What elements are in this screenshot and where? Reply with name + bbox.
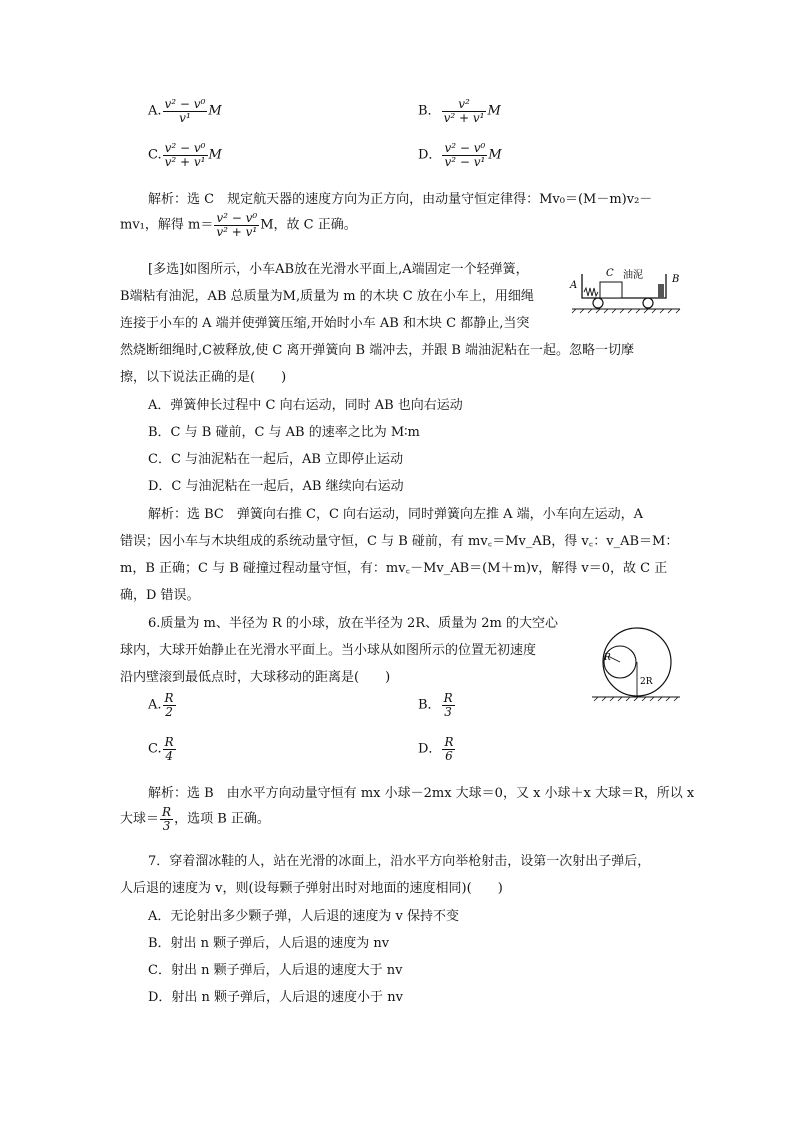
q7-option-a[interactable]: A．无论射出多少颗子弹，人后退的速度为 v 保持不变 [148,909,459,924]
q5-solution-line-2: 错误；因小车与木块组成的系统动量守恒，C 与 B 碰前，有 mv꜀＝Mv_AB，得 v꜀：v_AB＝M： [120,534,679,549]
q4-option-a-fraction: $\frac{\text{v² − v⁰}}{\text{v¹}}$ [164,97,206,125]
q6-figure-label-2r: 2R [640,677,653,687]
ground-hatching [572,309,680,313]
q4-option-b[interactable]: B． $\frac{\text{v²}}{\text{v² + v¹}}$ M [418,97,501,125]
q6-option-d[interactable]: D． $\frac{R}{6}$ [418,735,454,763]
q6-sphere-figure [590,626,682,704]
q6-option-a-fraction: $\frac{R}{2}$ [164,691,174,719]
q6-option-b-fraction: $\frac{R}{3}$ [443,691,453,719]
q4-solution-line-2: mv₁，解得 m＝ $\frac{\text{v² − v⁰}}{\text{v² + v¹}}$ M，故 C 正确。 [120,211,357,239]
q5-stem-line-5: 擦，以下说法正确的是( ) [120,370,287,385]
q4-option-d-fraction: $\frac{\text{v² − v⁰}}{\text{v² − v¹}}$ [444,141,486,169]
q5-stem-line-3: 连接于小车的 A 端并使弹簧压缩,开始时小车 AB 和木块 C 都静止,当突 [120,316,530,331]
q5-figure-label-mud: 油泥 [623,270,643,281]
q6-option-a[interactable]: A. $\frac{R}{2}$ [148,691,174,719]
q7-option-d[interactable]: D．射出 n 颗子弹后，人后退的速度小于 nv [148,990,403,1005]
q6-solution-fraction: $\frac{R}{3}$ [162,805,172,833]
q5-cart-figure [568,266,682,314]
spring-icon [584,288,598,296]
q4-option-c-fraction: $\frac{\text{v² − v⁰}}{\text{v² + v¹}}$ [164,141,206,169]
q6-option-d-fraction: $\frac{R}{6}$ [444,735,454,763]
q7-option-b[interactable]: B．射出 n 颗子弹后，人后退的速度为 nv [148,936,390,951]
q5-option-b[interactable]: B．C 与 B 碰前，C 与 AB 的速率之比为 M∶m [148,425,420,440]
q6-stem-line-1: 6.质量为 m、半径为 R 的小球，放在半径为 2R、质量为 2m 的大空心 [148,616,558,631]
wheel-left [593,298,603,308]
q7-option-c[interactable]: C．射出 n 颗子弹后，人后退的速度大于 nv [148,963,403,978]
q6-option-b[interactable]: B． $\frac{R}{3}$ [418,691,453,719]
q4-option-d[interactable]: D． $\frac{\text{v² − v⁰}}{\text{v² − v¹}}$ M [418,141,502,169]
q5-figure-label-c: C [606,268,614,279]
q6-ground-hatching [594,697,678,701]
q4-solution-line-1: 解析：选 C 规定航天器的速度方向为正方向，由动量守恒定律得：Mv₀＝(M－m)v₂－ [148,192,653,207]
mud-blob [658,284,664,298]
wheel-right [643,298,653,308]
q7-stem-line-1: 7．穿着溜冰鞋的人，站在光滑的冰面上，沿水平方向举枪射击，设第一次射出子弹后， [148,854,651,869]
q5-stem-line-2: B端粘有油泥，AB 总质量为M,质量为 m 的木块 C 放在小车上，用细绳 [120,289,534,304]
q5-figure-label-a: A [570,280,578,291]
q6-option-c[interactable]: C. $\frac{R}{4}$ [148,735,174,763]
q5-stem-line-4: 然烧断细绳时,C被释放,使 C 离开弹簧向 B 端冲去，并跟 B 端油泥粘在一起。忽略一切摩 [120,343,635,358]
q4-option-c[interactable]: C. $\frac{\text{v² − v⁰}}{\text{v² + v¹}}$ M [148,141,222,169]
q6-option-c-fraction: $\frac{R}{4}$ [164,735,174,763]
q5-solution-line-1: 解析：选 BC 弹簧向右推 C，C 向右运动，同时弹簧向左推 A 端，小车向左运动，A [148,507,644,522]
q7-stem-line-2: 人后退的速度为 v，则(设每颗子弹射出时对地面的速度相同)( ) [120,881,503,896]
q5-option-c[interactable]: C．C 与油泥粘在一起后，AB 立即停止运动 [148,452,404,467]
q5-figure-label-b: B [672,274,680,285]
q4-option-b-fraction: $\frac{\text{v²}}{\text{v² + v¹}}$ [443,97,485,125]
q5-stem-line-1: [多选]如图所示，小车AB放在光滑水平面上,A端固定一个轻弹簧， [148,262,529,277]
q6-stem-line-2: 球内，大球开始静止在光滑水平面上。当小球从如图所示的位置无初速度 [120,643,537,658]
q5-option-d[interactable]: D．C 与油泥粘在一起后，AB 继续向右运动 [148,479,404,494]
block-c [600,282,622,298]
q6-solution-line-2: 大球＝ $\frac{R}{3}$ ，选项 B 正确。 [120,805,270,833]
q5-solution-line-3: m，B 正确；C 与 B 碰撞过程动量守恒，有：mv꜀－Mv_AB＝(M＋m)v，解得 v＝0，故 C 正 [120,561,668,576]
q4-solution-fraction: $\frac{\text{v² − v⁰}}{\text{v² + v¹}}$ [216,211,258,239]
q6-figure-label-r: R [604,653,611,663]
q5-option-a[interactable]: A．弹簧伸长过程中 C 向右运动，同时 AB 也向右运动 [148,398,463,413]
q6-stem-line-3: 沿内壁滚到最低点时，大球移动的距离是( ) [120,670,391,685]
q4-option-a[interactable]: A. $\frac{\text{v² − v⁰}}{\text{v¹}}$ M [148,97,222,125]
q5-solution-line-4: 确，D 错误。 [120,588,200,603]
q6-solution-line-1: 解析：选 B 由水平方向动量守恒有 mx 小球－2mx 大球＝0，又 x 小球＋x 大球＝R，所以 x [148,786,695,801]
